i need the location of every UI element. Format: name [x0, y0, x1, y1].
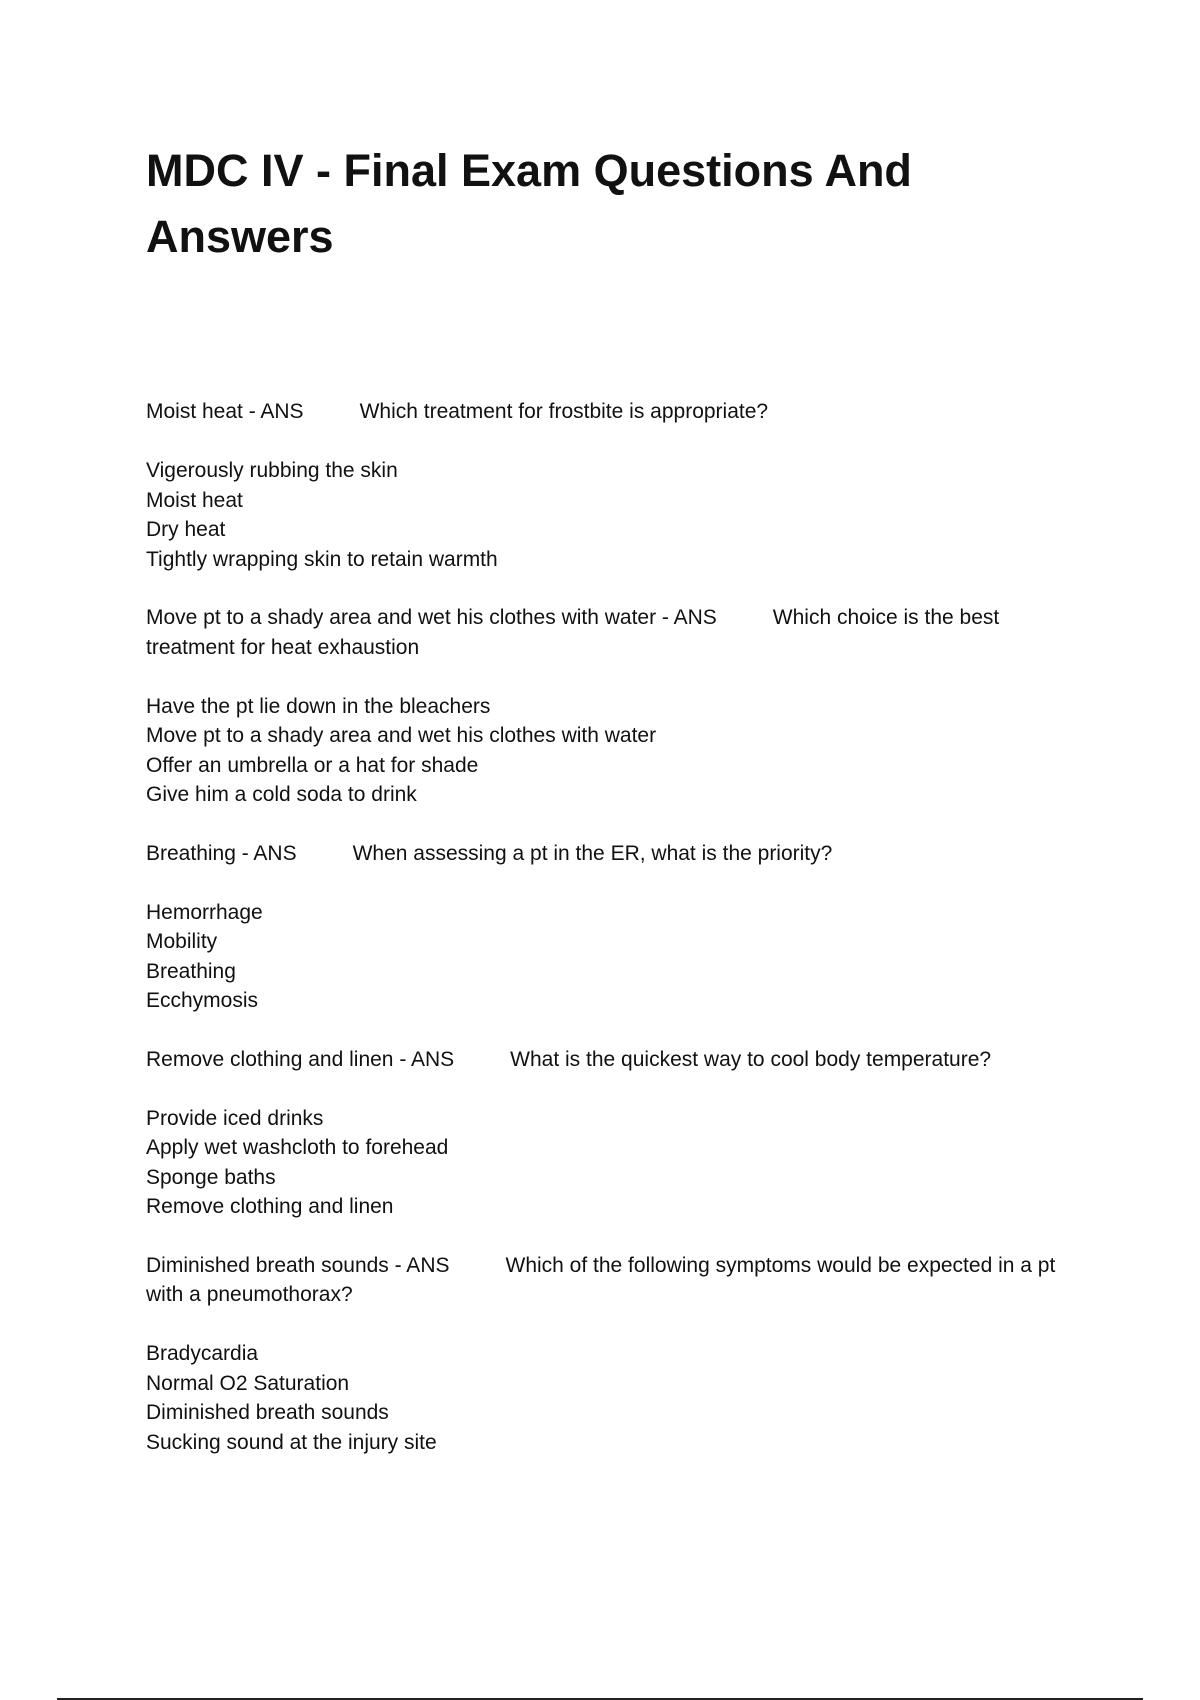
- qa-answer: Remove clothing and linen - ANS: [146, 1047, 455, 1071]
- qa-header: [146, 839, 1086, 869]
- qa-option: Remove clothing and linen: [146, 1195, 394, 1218]
- qa-question: When assessing a pt in the ER, what is the priority?: [352, 841, 833, 865]
- qa-option: Breathing: [146, 959, 236, 983]
- qa-option: Dry heat: [146, 518, 226, 541]
- qa-option: Bradycardia: [146, 1342, 259, 1365]
- qa-answer: Breathing - ANS: [146, 841, 297, 865]
- qa-header: [146, 603, 1086, 662]
- qa-question: Which of the following symptoms would be expected in a pt with a pneumothorax?: [146, 1253, 1056, 1306]
- qa-option: Give him a cold soda to drink: [146, 783, 417, 806]
- qa-option: Move pt to a shady area and wet his clothes with water: [146, 724, 657, 747]
- qa-question: What is the quickest way to cool body temperature?: [510, 1047, 992, 1071]
- qa-option: Sponge baths: [146, 1165, 276, 1189]
- qa-option: Moist heat: [146, 488, 243, 512]
- qa-header: [146, 1045, 1086, 1075]
- qa-option: Diminished breath sounds: [146, 1401, 389, 1424]
- qa-option: Ecchymosis: [146, 989, 259, 1012]
- qa-question: Which treatment for frostbite is appropriate?: [359, 400, 769, 423]
- qa-item: [146, 603, 1086, 810]
- qa-option: Normal O2 Saturation: [146, 1371, 350, 1395]
- qa-option: Apply wet washcloth to forehead: [146, 1136, 449, 1159]
- qa-option: Offer an umbrella or a hat for shade: [146, 753, 479, 777]
- qa-answer: Moist heat - ANS: [146, 400, 304, 423]
- qa-answer: Move pt to a shady area and wet his clothes with water - ANS: [146, 606, 717, 629]
- qa-question: Which choice is the best treatment for heat exhaustion: [146, 606, 1000, 659]
- qa-option: Have the pt lie down in the bleachers: [146, 694, 491, 718]
- qa-item: [146, 1045, 1086, 1222]
- qa-options: [146, 692, 1086, 810]
- qa-option: Tightly wrapping skin to retain warmth: [146, 547, 498, 571]
- qa-options: [146, 456, 1086, 574]
- qa-option: Mobility: [146, 930, 218, 953]
- qa-option: Vigerously rubbing the skin: [146, 459, 398, 482]
- qa-option: Hemorrhage: [146, 900, 263, 924]
- qa-item: [146, 839, 1086, 1016]
- qa-item: [146, 397, 1086, 574]
- qa-list: [146, 397, 1086, 1486]
- qa-option: Sucking sound at the injury site: [146, 1430, 437, 1454]
- qa-header: [146, 1251, 1086, 1310]
- qa-options: [146, 1339, 1086, 1457]
- qa-header: [146, 397, 1086, 427]
- qa-answer: Diminished breath sounds - ANS: [146, 1253, 450, 1277]
- page-title: MDC IV - Final Exam Questions And Answers: [146, 145, 912, 262]
- qa-options: [146, 1104, 1086, 1222]
- qa-options: [146, 898, 1086, 1016]
- qa-option: Provide iced drinks: [146, 1106, 324, 1130]
- qa-item: [146, 1251, 1086, 1458]
